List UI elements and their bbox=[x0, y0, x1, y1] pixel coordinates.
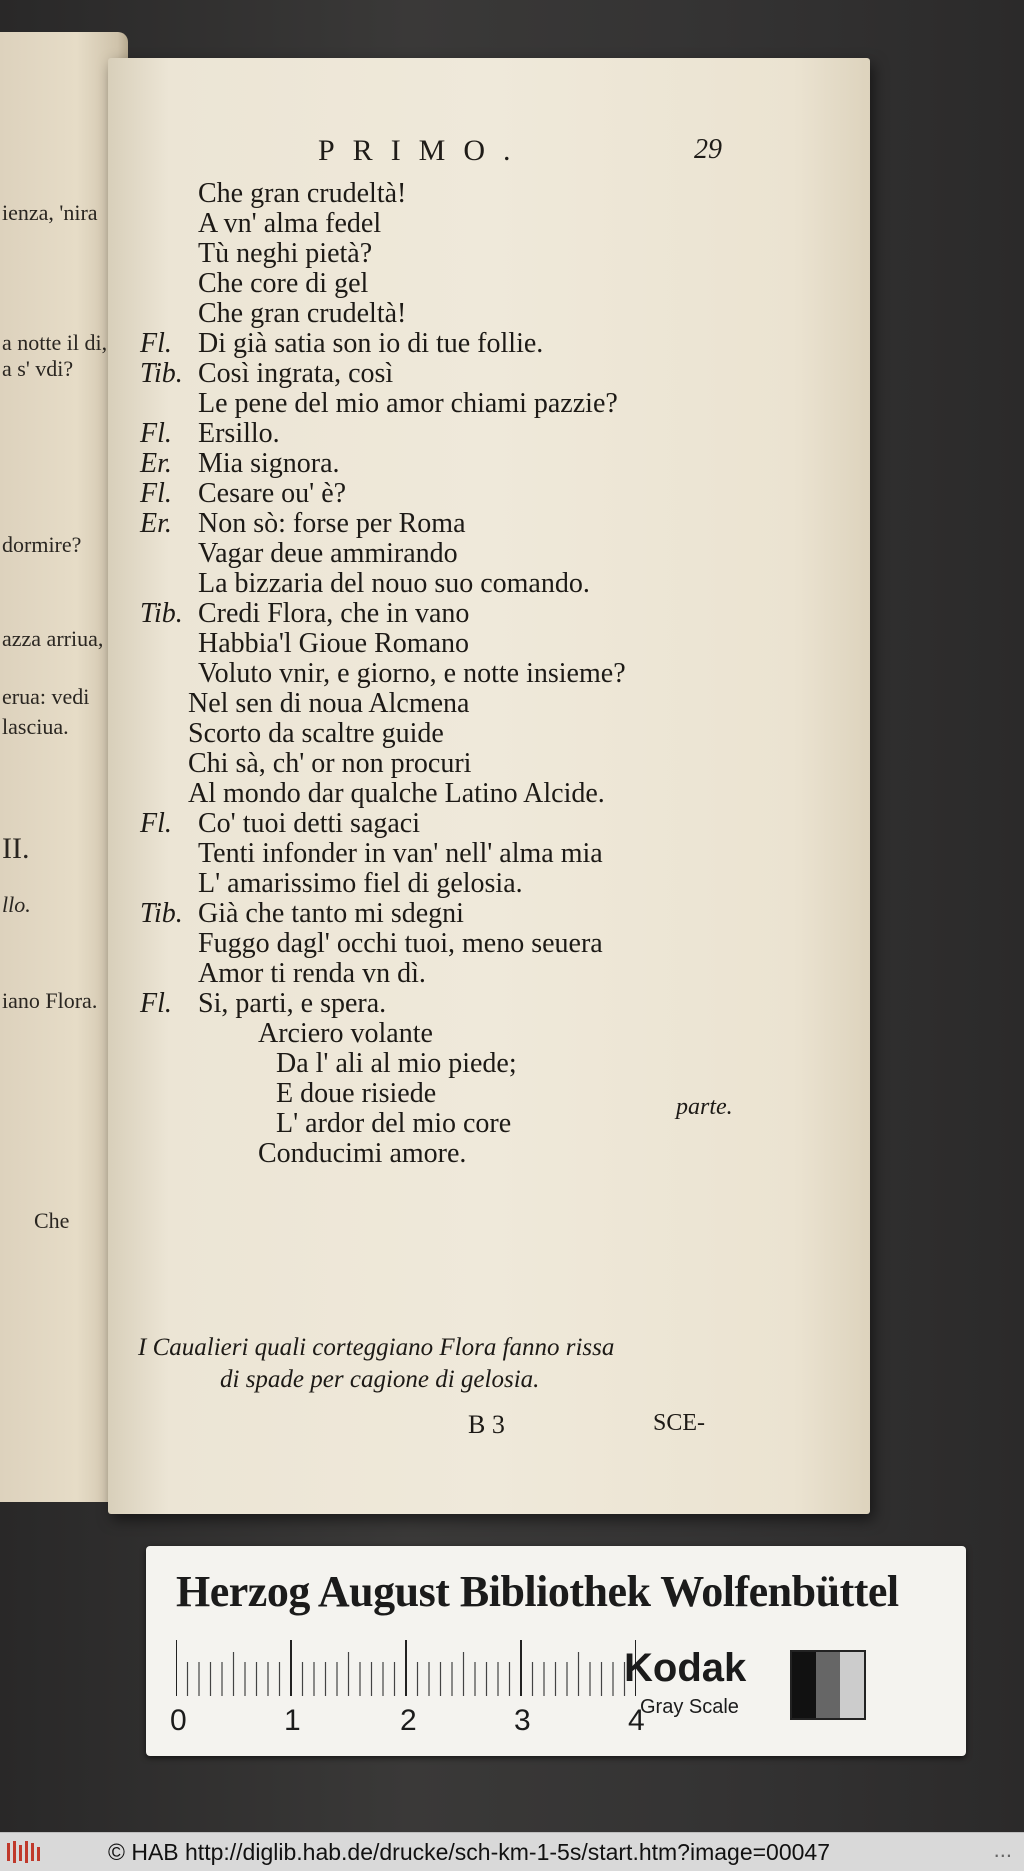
margin-note: parte. bbox=[676, 1094, 733, 1120]
verse-text-line: Non sò: forse per Roma bbox=[198, 508, 466, 539]
verse-text-line: L' amarissimo fiel di gelosia. bbox=[198, 868, 523, 899]
speaker-label: Tib. bbox=[140, 898, 183, 929]
page-number: 29 bbox=[694, 134, 722, 165]
left-page-fragment: a notte il di, bbox=[2, 330, 108, 355]
ruler-label: 0 bbox=[170, 1704, 187, 1737]
verse-text-line: Si, parti, e spera. bbox=[198, 988, 387, 1019]
left-page-fragment: a s' vdi? bbox=[2, 356, 74, 381]
left-page-fragment: lasciua. bbox=[2, 714, 69, 739]
ruler-label: 2 bbox=[400, 1704, 417, 1737]
library-name: Herzog August Bibliothek Wolfenbüttel bbox=[176, 1567, 899, 1616]
verse-text-line: Habbia'l Gioue Romano bbox=[198, 628, 469, 659]
source-url[interactable]: © HAB http://diglib.hab.de/drucke/sch-km-1-5s/start.htm?image=00047 bbox=[108, 1839, 830, 1865]
left-page-fragment: ienza, 'nira bbox=[2, 200, 98, 225]
left-page-fragment: erua: vedi bbox=[2, 684, 90, 709]
viewer-footer bbox=[0, 1832, 1024, 1871]
verse-text-line: La bizzaria del nouo suo comando. bbox=[198, 568, 590, 599]
left-page-fragment: Che bbox=[34, 1208, 70, 1233]
verse-text-line: Voluto vnir, e giorno, e notte insieme? bbox=[198, 658, 626, 689]
verse-text-line: E doue risiede bbox=[276, 1078, 437, 1109]
measurement-ruler bbox=[176, 1632, 636, 1702]
verse-text-line: Che gran crudeltà! bbox=[198, 178, 407, 209]
stage-direction-line: di spade per cagione di gelosia. bbox=[220, 1366, 540, 1393]
gray-swatches bbox=[790, 1650, 866, 1720]
left-page-fragment: II. bbox=[2, 832, 30, 865]
ruler-label: 1 bbox=[284, 1704, 301, 1737]
swatch-black bbox=[792, 1652, 816, 1718]
speaker-label: Er. bbox=[140, 508, 172, 539]
speaker-label: Er. bbox=[140, 448, 172, 479]
kodak-logo: Kodak bbox=[624, 1646, 747, 1690]
signature-mark: B 3 bbox=[468, 1410, 505, 1439]
verse-text-line: Vagar deue ammirando bbox=[198, 538, 458, 569]
speaker-label: Fl. bbox=[140, 808, 172, 839]
verse-text-line: Conducimi amore. bbox=[258, 1138, 467, 1169]
ruler-label: 3 bbox=[514, 1704, 531, 1737]
grayscale-label: Gray Scale bbox=[640, 1696, 739, 1718]
verse-text-line: Arciero volante bbox=[258, 1018, 433, 1049]
verse-text-line: L' ardor del mio core bbox=[276, 1108, 512, 1139]
more-icon[interactable]: ... bbox=[993, 1837, 1012, 1862]
verse-text-line: Chi sà, ch' or non procuri bbox=[188, 748, 472, 779]
running-head: PRIMO. bbox=[318, 134, 529, 167]
verse-line bbox=[108, 1136, 848, 1172]
stage-direction-line: I Caualieri quali corteggiano Flora fanno rissa bbox=[138, 1334, 615, 1361]
verse-text-line: Tenti infonder in van' nell' alma mia bbox=[198, 838, 603, 869]
catchword: SCE- bbox=[653, 1410, 706, 1436]
verse-text-line: Credi Flora, che in vano bbox=[198, 598, 470, 629]
verse-text-line: A vn' alma fedel bbox=[198, 208, 382, 239]
verse-text-line: Tù neghi pietà? bbox=[198, 238, 373, 269]
ruler-label: 4 bbox=[628, 1704, 645, 1737]
swatch-gray bbox=[816, 1652, 840, 1718]
swatch-light bbox=[840, 1652, 864, 1718]
speaker-label: Tib. bbox=[140, 598, 183, 629]
verse-text-line: Amor ti renda vn dì. bbox=[198, 958, 426, 989]
verse-text-line: Che core di gel bbox=[198, 268, 369, 299]
speaker-label: Fl. bbox=[140, 418, 172, 449]
verse-text-line: Le pene del mio amor chiami pazzie? bbox=[198, 388, 618, 419]
verse-text-line: Così ingrata, così bbox=[198, 358, 394, 389]
hab-logo-icon bbox=[6, 1839, 42, 1865]
speaker-label: Fl. bbox=[140, 328, 172, 359]
verse-text-line: Nel sen di noua Alcmena bbox=[188, 688, 470, 719]
verse-text-line: Fuggo dagl' occhi tuoi, meno seuera bbox=[198, 928, 603, 959]
verse-text-line: Da l' ali al mio piede; bbox=[276, 1048, 517, 1079]
speaker-label: Tib. bbox=[140, 358, 183, 389]
left-page-fragment: dormire? bbox=[2, 532, 82, 557]
verse-text-line: Ersillo. bbox=[198, 418, 280, 449]
verse-text-line: Già che tanto mi sdegni bbox=[198, 898, 464, 929]
book-page bbox=[108, 58, 870, 1514]
left-page-fragment: azza arriua, bbox=[2, 626, 104, 651]
verse-text-line: Cesare ou' è? bbox=[198, 478, 347, 509]
verse-text-line: Mia signora. bbox=[198, 448, 340, 479]
verse-text-line: Che gran crudeltà! bbox=[198, 298, 407, 329]
verse-text-line: Al mondo dar qualche Latino Alcide. bbox=[188, 778, 605, 809]
speaker-label: Fl. bbox=[140, 478, 172, 509]
left-page-fragment: llo. bbox=[2, 892, 31, 917]
left-page-fragment: iano Flora. bbox=[2, 988, 98, 1013]
verse-text-line: Co' tuoi detti sagaci bbox=[198, 808, 421, 839]
verse-text-line: Scorto da scaltre guide bbox=[188, 718, 444, 749]
verse-text-line: Di già satia son io di tue follie. bbox=[198, 328, 544, 359]
speaker-label: Fl. bbox=[140, 988, 172, 1019]
color-scale-card bbox=[146, 1546, 966, 1756]
